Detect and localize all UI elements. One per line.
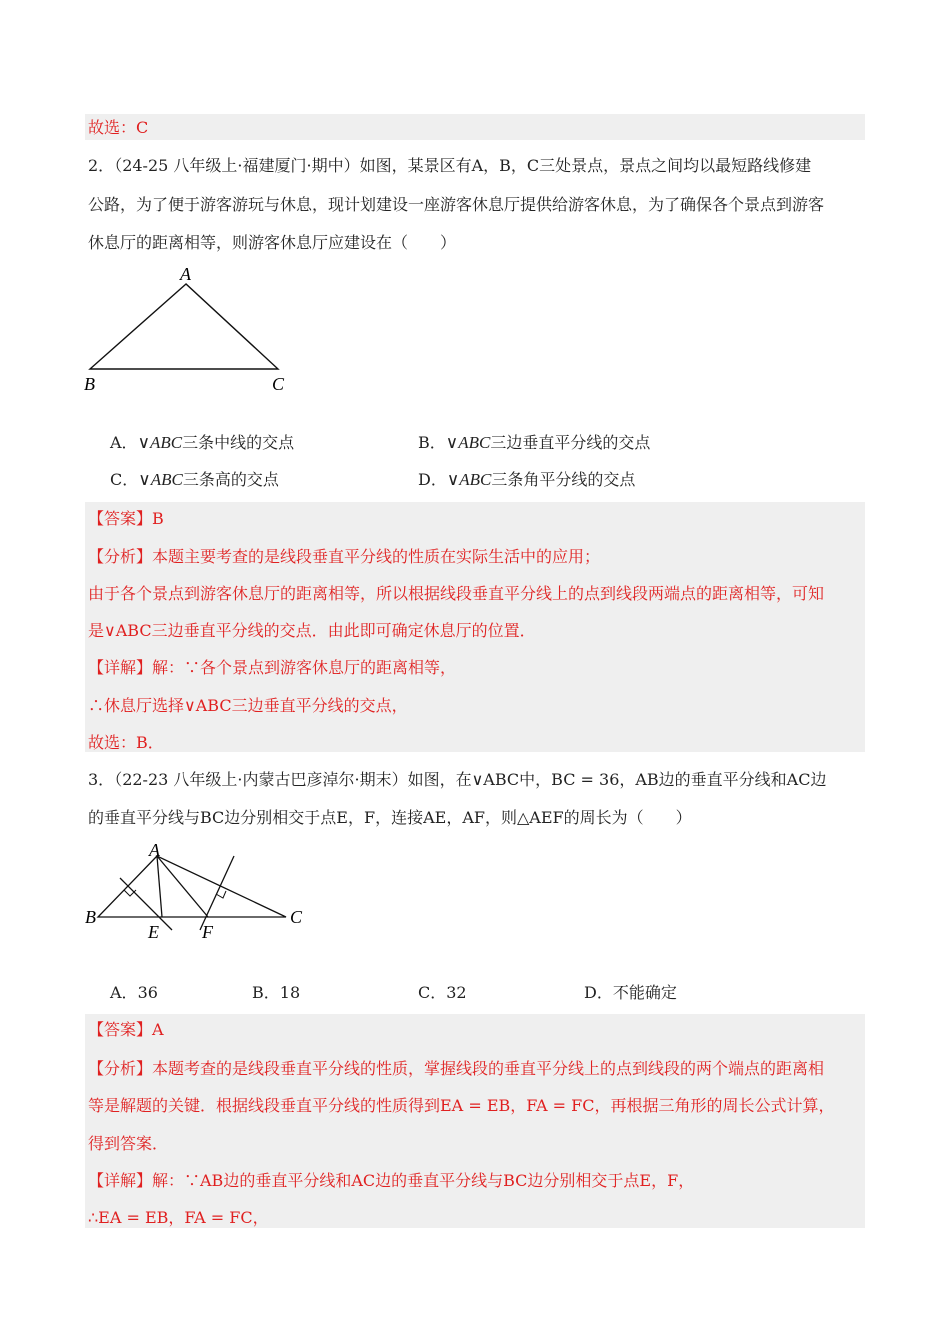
- q2-analysis-1: 【分析】本题主要考查的是线段垂直平分线的性质在实际生活中的应用；: [88, 547, 601, 566]
- q2-label-b: B: [84, 374, 95, 394]
- prev-final-answer: 故选：C: [88, 118, 149, 137]
- q2-option-a-math: ∨ABC: [137, 433, 183, 452]
- q3-analysis-3: 得到答案．: [88, 1134, 169, 1153]
- q2-option-c-letter: C．: [110, 470, 139, 489]
- q3-option-d-letter: D．: [584, 983, 613, 1002]
- q2-option-d-text: 三条角平分线的交点: [491, 470, 636, 489]
- q2-option-a-letter: A．: [110, 433, 138, 452]
- q2-final-answer: 故选：B．: [88, 733, 164, 752]
- q3-option-b-letter: B．: [252, 983, 280, 1002]
- q3-option-c[interactable]: [418, 982, 467, 1004]
- q3-option-b[interactable]: [252, 982, 300, 1004]
- q3-triangle-figure: [82, 838, 322, 948]
- q2-detail-2: ∴休息厅选择∨ABC三边垂直平分线的交点，: [88, 696, 408, 715]
- q3-label-b: B: [85, 907, 96, 927]
- q2-analysis-3: 是∨ABC三边垂直平分线的交点．由此即可确定休息厅的位置．: [88, 621, 536, 640]
- q2-line-3: 休息厅的距离相等，则游客休息厅应建设在（ ）: [88, 233, 457, 252]
- q2-line-2: 公路，为了便于游客游玩与休息，现计划建设一座游客休息厅提供给游客休息，为了确保各个景点到游客: [88, 195, 825, 214]
- q2-text-1: （24-25 八年级上·福建厦门·期中）如图，某景区有A，B，C三处景点，景点之间均以最短路线修建: [114, 156, 812, 175]
- q3-detail-1: 【详解】解：∵AB边的垂直平分线和AC边的垂直平分线与BC边分别相交于点E，F，: [88, 1171, 695, 1190]
- q3-label-f: F: [202, 922, 213, 942]
- q2-option-a[interactable]: [110, 432, 294, 454]
- q3-label-a: A: [149, 840, 160, 860]
- q3-analysis-2: 等是解题的关键．根据线段垂直平分线的性质得到EA = EB，FA = FC，再根据三角形的周长公式计算，: [88, 1096, 835, 1115]
- q2-option-b[interactable]: [418, 432, 650, 454]
- q2-option-d-letter: D．: [418, 470, 447, 489]
- q3-option-a-text: 36: [137, 983, 158, 1002]
- q3-segment-ae: [157, 856, 162, 917]
- q3-option-c-text: 32: [446, 983, 467, 1002]
- q3-segment-af: [157, 856, 208, 917]
- q3-bisector-ac: [200, 856, 234, 930]
- q3-triangle-abc: [98, 856, 286, 917]
- q2-number: 2．: [88, 156, 115, 175]
- q3-detail-2: ∴EA = EB，FA = FC，: [88, 1208, 269, 1227]
- q3-label-c: C: [290, 907, 303, 927]
- q3-line-1: [88, 769, 868, 791]
- q3-answer: 【答案】A: [88, 1020, 164, 1039]
- q2-option-d-math: ∨ABC: [446, 470, 492, 489]
- q3-analysis-1: 【分析】本题考查的是线段垂直平分线的性质，掌握线段的垂直平分线上的点到线段的两个端点的距离相: [88, 1059, 825, 1078]
- q3-label-e: E: [148, 922, 159, 942]
- q3-solution-box: [85, 1014, 865, 1228]
- q2-triangle-abc: [90, 284, 278, 369]
- q2-option-c[interactable]: [110, 469, 279, 491]
- q3-option-d-text: 不能确定: [612, 983, 677, 1002]
- q2-option-d[interactable]: [418, 469, 635, 491]
- q2-label-c: C: [272, 374, 285, 394]
- q3-option-a[interactable]: [110, 982, 158, 1004]
- q3-text-1: （22-23 八年级上·内蒙古巴彦淖尔·期末）如图，在∨ABC中，BC = 36，AB边的垂直平分线和AC边: [114, 770, 827, 789]
- q3-option-b-text: 18: [279, 983, 301, 1002]
- q2-analysis-2: 由于各个景点到游客休息厅的距离相等，所以根据线段垂直平分线上的点到线段两端点的距离相等，可知: [88, 584, 825, 603]
- q2-option-b-letter: B．: [418, 433, 446, 452]
- q2-answer: 【答案】B: [88, 509, 164, 528]
- q2-line-1: [88, 155, 868, 177]
- q3-option-c-letter: C．: [418, 983, 447, 1002]
- q2-label-a: A: [180, 264, 191, 284]
- q2-option-b-math: ∨ABC: [445, 433, 491, 452]
- q2-option-c-text: 三条高的交点: [182, 470, 279, 489]
- q3-option-a-letter: A．: [110, 983, 138, 1002]
- q2-option-c-math: ∨ABC: [138, 470, 183, 489]
- q2-option-b-text: 三边垂直平分线的交点: [490, 433, 651, 452]
- q2-detail-1: 【详解】解：∵各个景点到游客休息厅的距离相等，: [88, 658, 457, 677]
- q3-option-d[interactable]: [584, 982, 677, 1004]
- q3-line-2: 的垂直平分线与BC边分别相交于点E，F，连接AE，AF，则△AEF的周长为（ ）: [88, 808, 692, 827]
- q2-triangle-figure: [80, 262, 300, 402]
- q3-number: 3．: [88, 770, 115, 789]
- q3-bisector-ab: [120, 878, 172, 930]
- q2-option-a-text: 三条中线的交点: [182, 433, 295, 452]
